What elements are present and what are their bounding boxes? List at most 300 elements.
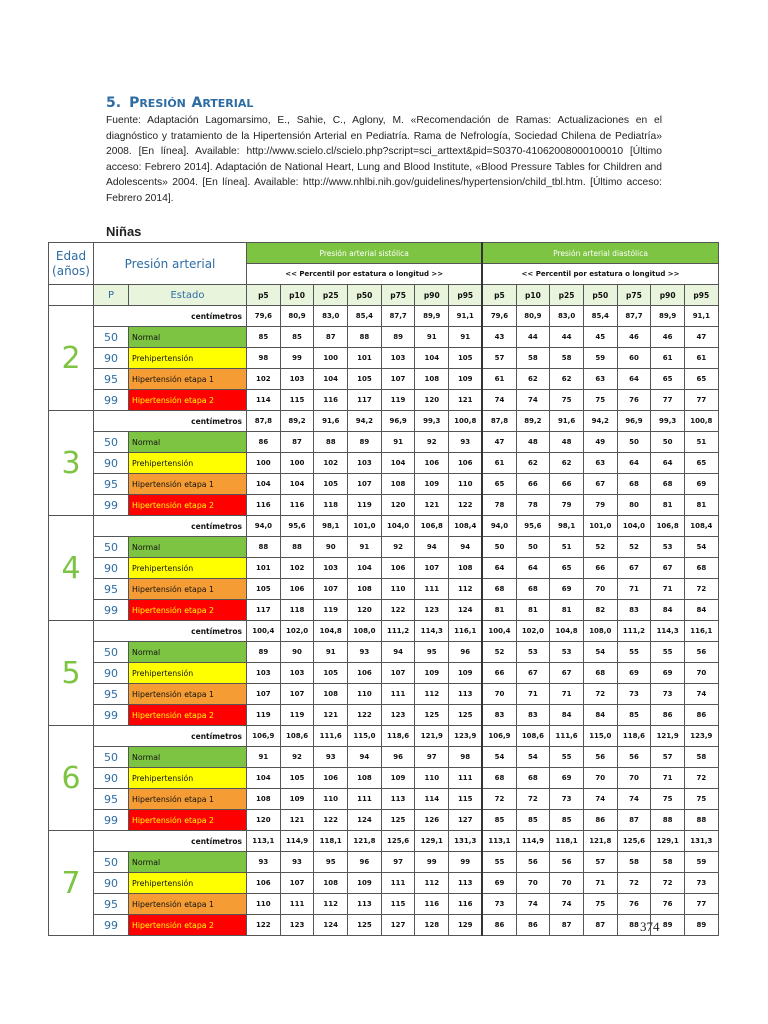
systolic-value: 119 — [247, 705, 281, 726]
diastolic-value: 50 — [516, 537, 550, 558]
estado-label: Normal — [129, 327, 247, 348]
diastolic-value: 69 — [651, 663, 685, 684]
percentile-value: 95 — [94, 684, 129, 705]
systolic-value: 95 — [314, 852, 348, 873]
systolic-value: 85 — [247, 327, 281, 348]
dia-percentile-header: p95 — [684, 285, 718, 306]
systolic-value: 96 — [381, 747, 415, 768]
systolic-value: 103 — [348, 453, 382, 474]
sys-percentile-header: p5 — [247, 285, 281, 306]
systolic-value: 98 — [449, 747, 483, 768]
systolic-value: 109 — [348, 873, 382, 894]
table-row — [49, 327, 719, 348]
systolic-value: 115 — [449, 789, 483, 810]
diastolic-value: 78 — [482, 495, 516, 516]
dia-percentile-header: p90 — [651, 285, 685, 306]
systolic-value: 104 — [415, 348, 449, 369]
systolic-value: 91 — [348, 537, 382, 558]
systolic-value: 104 — [280, 474, 314, 495]
systolic-value: 108 — [449, 558, 483, 579]
source-paragraph: Fuente: Adaptación Lagomarsimo, E., Sahie, C., Aglony, M. «Recomendación de Ramas: Actualizaciones en el diagnóstico y tratamiento de la Hipertensión Arterial en Pediatría. Rama de Nefrología, Sociedad Chilena de Pediatría» 2008. [En línea]. Available: http://www.scielo.cl/scielo.php?script=sci_arttext&pid=S0370-41062008000100010 [Último acceso: Febrero 2014]. Adaptación de National Heart, Lung and Blood Institute, «Blood Pressure Tables for Children and Adolescents» 2004. [En línea]. Available: http://www.nhlbi.nih.gov/guidelines/hypertension/child_tbl.htm. [Último acceso: Febrero 2014]. — [106, 115, 662, 204]
cm-value: 118,6 — [617, 726, 651, 747]
diastolic-value: 87 — [550, 915, 584, 936]
cm-value: 114,3 — [651, 621, 685, 642]
sistolica-header: Presión arterial sistólica — [247, 243, 483, 264]
systolic-value: 120 — [381, 495, 415, 516]
cm-label: centímetros — [94, 726, 247, 747]
table-row — [49, 810, 719, 831]
systolic-value: 89 — [348, 432, 382, 453]
diastolic-value: 64 — [617, 453, 651, 474]
diastolic-value: 71 — [651, 579, 685, 600]
systolic-value: 120 — [348, 600, 382, 621]
diastolic-value: 69 — [550, 768, 584, 789]
cm-value: 87,7 — [381, 306, 415, 327]
estado-label: Hipertensión etapa 1 — [129, 789, 247, 810]
diastolic-value: 87 — [617, 810, 651, 831]
dia-percentile-header: p75 — [617, 285, 651, 306]
percentile-value: 50 — [94, 432, 129, 453]
systolic-value: 113 — [381, 789, 415, 810]
cm-value: 113,1 — [247, 831, 281, 852]
estado-label: Hipertensión etapa 1 — [129, 684, 247, 705]
table-row — [49, 747, 719, 768]
diastolic-value: 54 — [516, 747, 550, 768]
estado-label: Hipertensión etapa 1 — [129, 369, 247, 390]
systolic-value: 92 — [381, 537, 415, 558]
cm-value: 101,0 — [583, 516, 617, 537]
diastolic-value: 75 — [651, 789, 685, 810]
edad-header: Edad (años) — [49, 243, 94, 285]
cm-value: 129,1 — [415, 831, 449, 852]
diastolic-value: 89 — [684, 915, 718, 936]
table-row — [49, 432, 719, 453]
systolic-value: 88 — [314, 432, 348, 453]
systolic-value: 106 — [415, 453, 449, 474]
diastolic-value: 88 — [684, 810, 718, 831]
estado-label: Prehipertensión — [129, 873, 247, 894]
systolic-value: 102 — [314, 453, 348, 474]
systolic-value: 125 — [449, 705, 483, 726]
diastolic-value: 64 — [651, 453, 685, 474]
diastolic-value: 67 — [516, 663, 550, 684]
diastolic-value: 56 — [684, 642, 718, 663]
diastolic-value: 74 — [617, 789, 651, 810]
diastolic-value: 85 — [482, 810, 516, 831]
systolic-value: 126 — [415, 810, 449, 831]
cm-value: 99,3 — [415, 411, 449, 432]
systolic-value: 109 — [280, 789, 314, 810]
systolic-value: 112 — [449, 579, 483, 600]
cm-value: 113,1 — [482, 831, 516, 852]
cm-value: 121,9 — [651, 726, 685, 747]
cm-value: 108,6 — [516, 726, 550, 747]
diastolic-value: 82 — [583, 600, 617, 621]
cm-value: 114,9 — [516, 831, 550, 852]
diastolic-value: 47 — [482, 432, 516, 453]
systolic-value: 103 — [280, 369, 314, 390]
sys-percentile-header: p50 — [348, 285, 382, 306]
systolic-value: 104 — [247, 474, 281, 495]
diastolic-value: 52 — [617, 537, 651, 558]
table-row — [49, 495, 719, 516]
diastolic-value: 51 — [684, 432, 718, 453]
diastolic-value: 63 — [583, 369, 617, 390]
diastolica-header: Presión arterial diastólica — [482, 243, 718, 264]
diastolic-value: 71 — [651, 768, 685, 789]
diastolic-value: 67 — [617, 558, 651, 579]
diastolic-value: 75 — [684, 789, 718, 810]
systolic-value: 85 — [280, 327, 314, 348]
systolic-value: 106 — [280, 579, 314, 600]
systolic-value: 110 — [449, 474, 483, 495]
diastolic-value: 46 — [651, 327, 685, 348]
cm-value: 108,0 — [348, 621, 382, 642]
diastolic-value: 65 — [651, 369, 685, 390]
cm-value: 91,6 — [550, 411, 584, 432]
diastolic-value: 54 — [583, 642, 617, 663]
diastolic-value: 64 — [516, 558, 550, 579]
diastolic-value: 53 — [550, 642, 584, 663]
cm-value: 104,0 — [617, 516, 651, 537]
systolic-value: 121 — [415, 495, 449, 516]
diastolic-value: 84 — [651, 600, 685, 621]
systolic-value: 107 — [314, 579, 348, 600]
diastolic-value: 55 — [550, 747, 584, 768]
diastolic-value: 83 — [482, 705, 516, 726]
systolic-value: 91 — [415, 327, 449, 348]
diastolic-value: 45 — [583, 327, 617, 348]
diastolic-value: 71 — [550, 684, 584, 705]
estado-label: Prehipertensión — [129, 663, 247, 684]
diastolic-value: 84 — [684, 600, 718, 621]
percentile-value: 50 — [94, 327, 129, 348]
diastolic-value: 62 — [550, 453, 584, 474]
diastolic-value: 84 — [550, 705, 584, 726]
diastolic-value: 68 — [684, 558, 718, 579]
diastolic-value: 69 — [482, 873, 516, 894]
systolic-value: 116 — [449, 894, 483, 915]
systolic-value: 107 — [381, 369, 415, 390]
systolic-value: 94 — [449, 537, 483, 558]
cm-value: 116,1 — [449, 621, 483, 642]
cm-value: 95,6 — [280, 516, 314, 537]
estado-label: Hipertensión etapa 2 — [129, 705, 247, 726]
diastolic-value: 69 — [550, 579, 584, 600]
systolic-value: 125 — [415, 705, 449, 726]
cm-value: 91,1 — [684, 306, 718, 327]
diastolic-value: 74 — [516, 894, 550, 915]
diastolic-value: 73 — [684, 873, 718, 894]
diastolic-value: 68 — [583, 663, 617, 684]
diastolic-value: 56 — [583, 747, 617, 768]
cm-value: 104,8 — [314, 621, 348, 642]
cm-value: 85,4 — [583, 306, 617, 327]
systolic-value: 87 — [314, 327, 348, 348]
percentil-header-sys: << Percentil por estatura o longitud >> — [247, 264, 483, 285]
systolic-value: 87 — [280, 432, 314, 453]
systolic-value: 105 — [314, 474, 348, 495]
systolic-value: 117 — [348, 390, 382, 411]
systolic-value: 116 — [247, 495, 281, 516]
diastolic-value: 71 — [583, 873, 617, 894]
diastolic-value: 66 — [482, 663, 516, 684]
systolic-value: 107 — [280, 684, 314, 705]
age-cell: 7 — [49, 831, 94, 936]
systolic-value: 102 — [280, 558, 314, 579]
cm-value: 87,8 — [482, 411, 516, 432]
page-number: 374 — [640, 919, 660, 934]
percentile-value: 99 — [94, 600, 129, 621]
systolic-value: 89 — [381, 327, 415, 348]
table-row — [49, 894, 719, 915]
percentile-value: 90 — [94, 768, 129, 789]
diastolic-value: 51 — [550, 537, 584, 558]
diastolic-value: 56 — [550, 852, 584, 873]
diastolic-value: 83 — [617, 600, 651, 621]
cm-value: 125,6 — [617, 831, 651, 852]
systolic-value: 100 — [280, 453, 314, 474]
systolic-value: 89 — [247, 642, 281, 663]
cm-label: centímetros — [94, 516, 247, 537]
cm-value: 102,0 — [516, 621, 550, 642]
cm-value: 121,8 — [583, 831, 617, 852]
diastolic-value: 86 — [651, 705, 685, 726]
diastolic-value: 53 — [651, 537, 685, 558]
systolic-value: 118 — [314, 495, 348, 516]
cm-value: 87,8 — [247, 411, 281, 432]
systolic-value: 91 — [314, 642, 348, 663]
cm-label: centímetros — [94, 306, 247, 327]
systolic-value: 105 — [348, 369, 382, 390]
systolic-value: 123 — [381, 705, 415, 726]
diastolic-value: 56 — [617, 747, 651, 768]
systolic-value: 101 — [348, 348, 382, 369]
systolic-value: 118 — [280, 600, 314, 621]
cm-value: 116,1 — [684, 621, 718, 642]
systolic-value: 108 — [314, 873, 348, 894]
systolic-value: 99 — [415, 852, 449, 873]
diastolic-value: 86 — [583, 810, 617, 831]
diastolic-value: 88 — [651, 810, 685, 831]
diastolic-value: 63 — [583, 453, 617, 474]
sys-percentile-header: p75 — [381, 285, 415, 306]
cm-label: centímetros — [94, 621, 247, 642]
systolic-value: 111 — [449, 768, 483, 789]
cm-value: 104,0 — [381, 516, 415, 537]
percentile-value: 95 — [94, 789, 129, 810]
estado-label: Normal — [129, 642, 247, 663]
systolic-value: 104 — [247, 768, 281, 789]
systolic-value: 88 — [280, 537, 314, 558]
systolic-value: 97 — [415, 747, 449, 768]
presion-header: Presión arterial — [94, 243, 247, 285]
estado-label: Normal — [129, 432, 247, 453]
systolic-value: 113 — [449, 873, 483, 894]
systolic-value: 88 — [348, 327, 382, 348]
diastolic-value: 48 — [550, 432, 584, 453]
diastolic-value: 62 — [516, 369, 550, 390]
systolic-value: 106 — [348, 663, 382, 684]
cm-value: 91,6 — [314, 411, 348, 432]
systolic-value: 108 — [381, 474, 415, 495]
cm-value: 96,9 — [381, 411, 415, 432]
cm-value: 104,8 — [550, 621, 584, 642]
systolic-value: 110 — [314, 789, 348, 810]
diastolic-value: 73 — [550, 789, 584, 810]
cm-value: 100,4 — [482, 621, 516, 642]
systolic-value: 125 — [348, 915, 382, 936]
diastolic-value: 65 — [684, 453, 718, 474]
systolic-value: 93 — [280, 852, 314, 873]
table-row — [49, 915, 719, 936]
cm-value: 106,8 — [651, 516, 685, 537]
diastolic-value: 72 — [684, 768, 718, 789]
diastolic-value: 64 — [482, 558, 516, 579]
diastolic-value: 49 — [583, 432, 617, 453]
diastolic-value: 86 — [516, 915, 550, 936]
systolic-value: 103 — [280, 663, 314, 684]
systolic-value: 114 — [415, 789, 449, 810]
systolic-value: 112 — [314, 894, 348, 915]
percentile-value: 90 — [94, 873, 129, 894]
systolic-value: 109 — [449, 663, 483, 684]
estado-label: Prehipertensión — [129, 768, 247, 789]
diastolic-value: 66 — [516, 474, 550, 495]
systolic-value: 97 — [381, 852, 415, 873]
systolic-value: 108 — [348, 579, 382, 600]
diastolic-value: 55 — [482, 852, 516, 873]
systolic-value: 122 — [449, 495, 483, 516]
table-row — [49, 579, 719, 600]
systolic-value: 90 — [280, 642, 314, 663]
diastolic-value: 77 — [684, 894, 718, 915]
diastolic-value: 85 — [617, 705, 651, 726]
estado-label: Hipertensión etapa 2 — [129, 915, 247, 936]
percentile-value: 50 — [94, 537, 129, 558]
systolic-value: 122 — [381, 600, 415, 621]
estado-label: Prehipertensión — [129, 348, 247, 369]
diastolic-value: 65 — [684, 369, 718, 390]
systolic-value: 114 — [247, 390, 281, 411]
table-row — [49, 663, 719, 684]
systolic-value: 103 — [381, 348, 415, 369]
cm-value: 94,0 — [247, 516, 281, 537]
diastolic-value: 74 — [583, 789, 617, 810]
estado-header: Estado — [129, 285, 247, 306]
table-row — [49, 558, 719, 579]
estado-label: Hipertensión etapa 1 — [129, 474, 247, 495]
diastolic-value: 52 — [482, 642, 516, 663]
cm-value: 111,2 — [617, 621, 651, 642]
diastolic-value: 84 — [583, 705, 617, 726]
diastolic-value: 87 — [583, 915, 617, 936]
table-row — [49, 453, 719, 474]
diastolic-value: 59 — [684, 852, 718, 873]
cm-value: 85,4 — [348, 306, 382, 327]
percentile-value: 90 — [94, 558, 129, 579]
diastolic-value: 68 — [617, 474, 651, 495]
systolic-value: 92 — [280, 747, 314, 768]
diastolic-value: 86 — [482, 915, 516, 936]
cm-value: 108,6 — [280, 726, 314, 747]
cm-value: 80,9 — [280, 306, 314, 327]
cm-value: 111,6 — [314, 726, 348, 747]
table-row — [49, 369, 719, 390]
age-cell: 6 — [49, 726, 94, 831]
cm-value: 123,9 — [684, 726, 718, 747]
systolic-value: 105 — [247, 579, 281, 600]
systolic-value: 122 — [247, 915, 281, 936]
systolic-value: 86 — [247, 432, 281, 453]
diastolic-value: 52 — [583, 537, 617, 558]
systolic-value: 90 — [314, 537, 348, 558]
systolic-value: 122 — [314, 810, 348, 831]
diastolic-value: 58 — [684, 747, 718, 768]
sys-percentile-header: p90 — [415, 285, 449, 306]
diastolic-value: 71 — [516, 684, 550, 705]
diastolic-value: 74 — [482, 390, 516, 411]
cm-value: 80,9 — [516, 306, 550, 327]
systolic-value: 111 — [381, 873, 415, 894]
diastolic-value: 43 — [482, 327, 516, 348]
systolic-value: 93 — [449, 432, 483, 453]
cm-value: 89,9 — [415, 306, 449, 327]
systolic-value: 124 — [314, 915, 348, 936]
cm-value: 106,9 — [482, 726, 516, 747]
cm-value: 129,1 — [651, 831, 685, 852]
diastolic-value: 53 — [516, 642, 550, 663]
diastolic-value: 55 — [651, 642, 685, 663]
cm-value: 123,9 — [449, 726, 483, 747]
diastolic-value: 78 — [516, 495, 550, 516]
diastolic-value: 60 — [617, 348, 651, 369]
diastolic-value: 76 — [617, 390, 651, 411]
systolic-value: 116 — [314, 390, 348, 411]
systolic-value: 107 — [381, 663, 415, 684]
percentile-value: 95 — [94, 894, 129, 915]
diastolic-value: 70 — [617, 768, 651, 789]
diastolic-value: 68 — [516, 579, 550, 600]
estado-label: Hipertensión etapa 2 — [129, 495, 247, 516]
diastolic-value: 68 — [516, 768, 550, 789]
systolic-value: 103 — [247, 663, 281, 684]
systolic-value: 102 — [247, 369, 281, 390]
systolic-value: 128 — [415, 915, 449, 936]
diastolic-value: 56 — [516, 852, 550, 873]
diastolic-value: 57 — [482, 348, 516, 369]
sys-percentile-header: p10 — [280, 285, 314, 306]
dia-percentile-header: p10 — [516, 285, 550, 306]
estado-label: Prehipertensión — [129, 558, 247, 579]
diastolic-value: 54 — [684, 537, 718, 558]
table-row — [49, 684, 719, 705]
systolic-value: 119 — [348, 495, 382, 516]
systolic-value: 109 — [381, 768, 415, 789]
diastolic-value: 81 — [651, 495, 685, 516]
diastolic-value: 75 — [583, 894, 617, 915]
diastolic-value: 73 — [617, 684, 651, 705]
systolic-value: 121 — [449, 390, 483, 411]
systolic-value: 94 — [381, 642, 415, 663]
diastolic-value: 83 — [516, 705, 550, 726]
systolic-value: 104 — [381, 453, 415, 474]
diastolic-value: 65 — [482, 474, 516, 495]
cm-value: 106,9 — [247, 726, 281, 747]
systolic-value: 127 — [449, 810, 483, 831]
table-subtitle: Niñas — [106, 224, 142, 239]
diastolic-value: 72 — [583, 684, 617, 705]
